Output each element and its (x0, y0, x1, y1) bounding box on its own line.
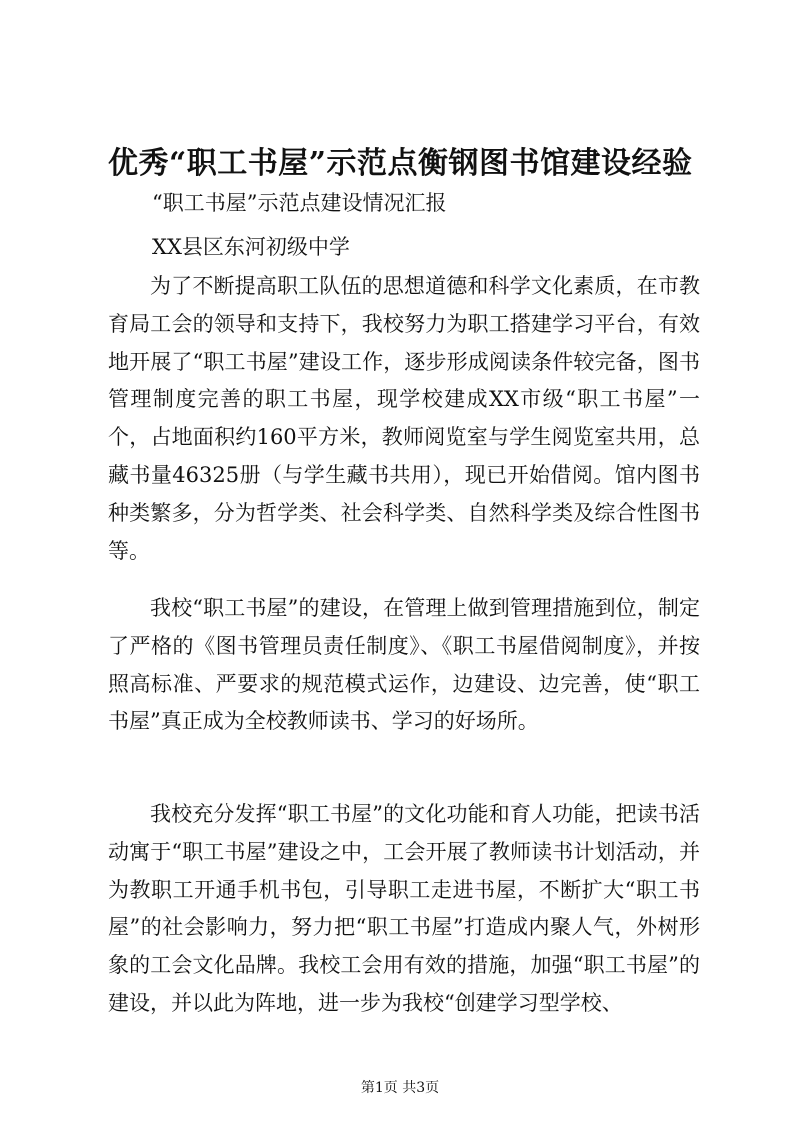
paragraph-2: 我校“职工书屋”的建设，在管理上做到管理措施到位，制定了严格的《图书管理员责任制度》、《职工书屋借阅制度》，并按照高标准、严要求的规范模式运作，边建设、边完善，使“职工书屋”真正成为全校教师读书、学习的好场所。 (108, 596, 700, 734)
document-subtitle: “职工书屋”示范点建设情况汇报 (152, 191, 447, 215)
document-title: 优秀“职工书屋”示范点衡钢图书馆建设经验 (108, 146, 693, 181)
page-number-footer: 第1页 共3页 (360, 1080, 440, 1096)
paragraph-1: 为了不断提高职工队伍的思想道德和科学文化素质，在市教育局工会的领导和支持下，我校努力为职工搭建学习平台，有效地开展了“职工书屋”建设工作，逐步形成阅读条件较完备，图书管理制度完善的职工书屋，现学校建成XX市级“职工书屋”一个，占地面积约160平方米，教师阅览室与学生阅览室共用，总藏书量46325册（与学生藏书共用），现已开始借阅。馆内图书种类繁多，分为哲学类、社会科学类、自然科学类及综合性图书等。 (108, 274, 700, 563)
paragraph-3: 我校充分发挥“职工书屋”的文化功能和育人功能，把读书活动寓于“职工书屋”建设之中，工会开展了教师读书计划活动，并为教职工开通手机书包，引导职工走进书屋，不断扩大“职工书屋”的社会影响力，努力把“职工书屋”打造成内聚人气，外树形象的工会文化品牌。我校工会用有效的措施，加强“职工书屋”的建设，并以此为阵地，进一步为我校“创建学习型学校、 (108, 802, 700, 1015)
document-author: XX县区东河初级中学 (152, 235, 350, 259)
